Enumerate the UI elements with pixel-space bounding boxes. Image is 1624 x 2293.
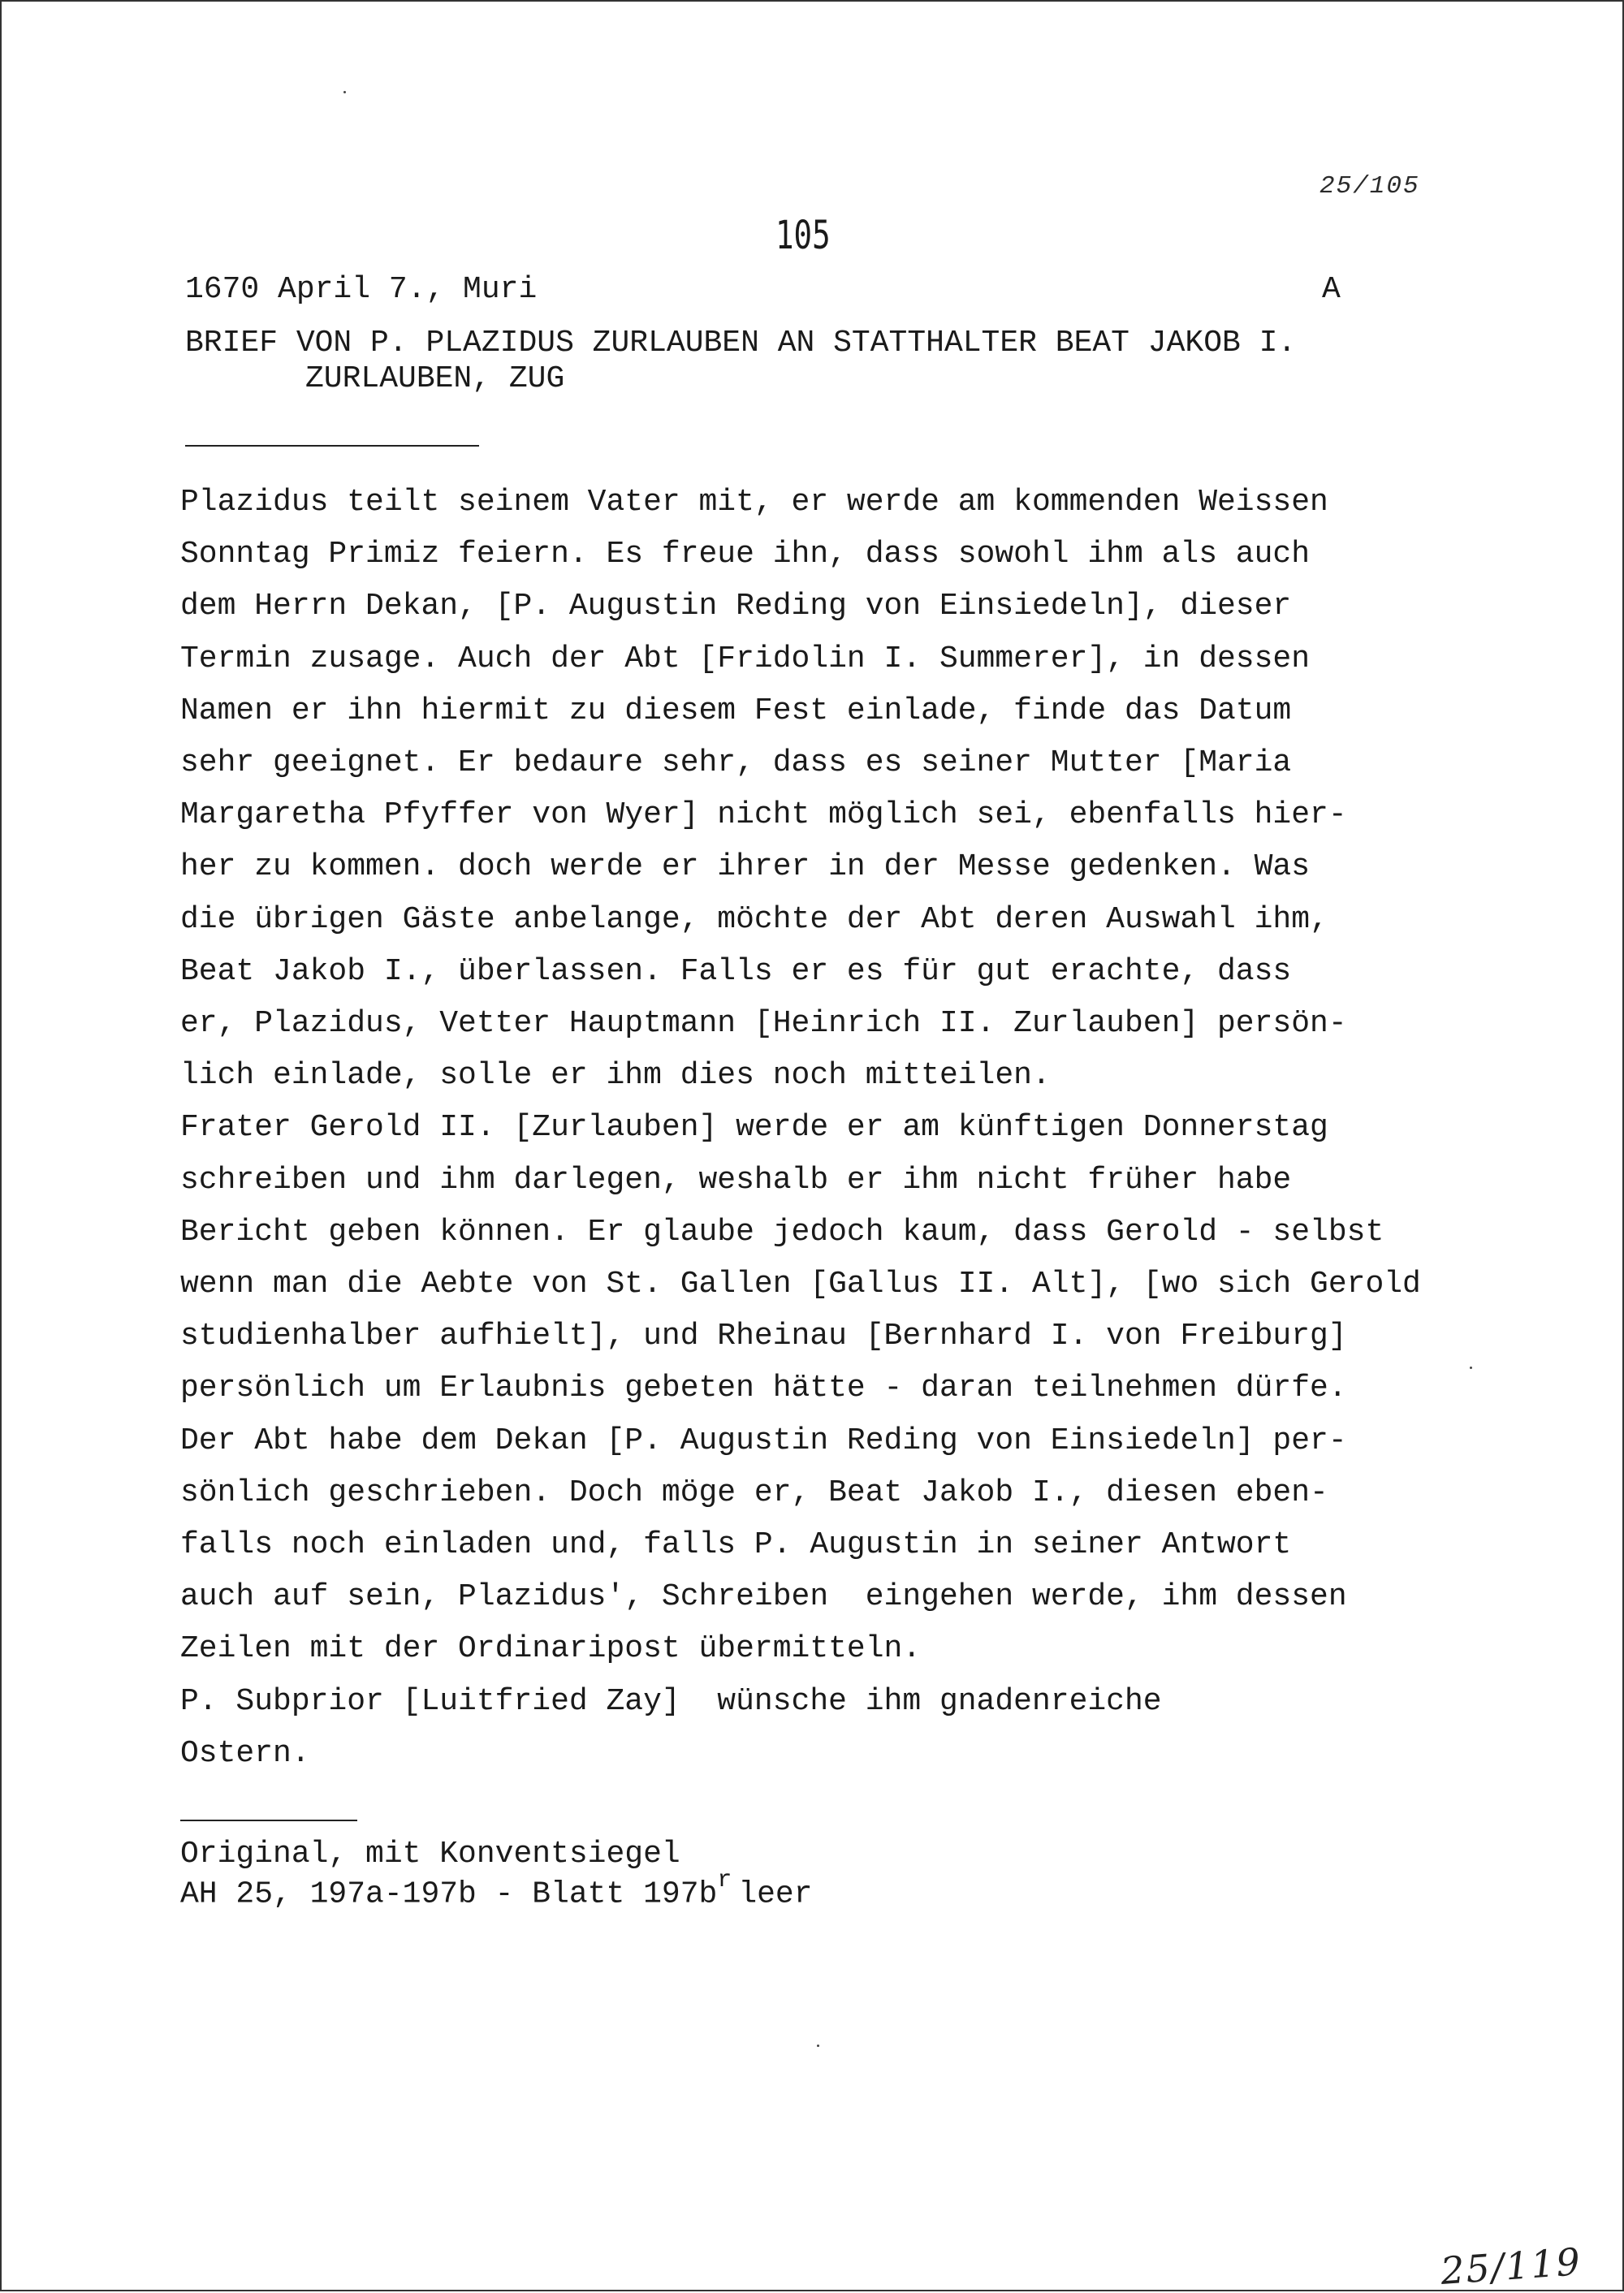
text-line: Termin zusage. Auch der Abt [Fridolin I. Summerer], in dessen xyxy=(180,641,1311,676)
text-line: sönlich geschrieben. Doch möge er, Beat Jakob I., diesen eben- xyxy=(180,1475,1328,1510)
header-divider xyxy=(185,445,479,447)
text-line: persönlich um Erlaubnis gebeten hätte - daran teilnehmen dürfe. xyxy=(180,1371,1347,1406)
document-number: 105 xyxy=(775,213,831,258)
document-title-line-1: BRIEF VON P. PLAZIDUS ZURLAUBEN AN STATTHALTER BEAT JAKOB I. xyxy=(185,326,1297,361)
date-place: 1670 April 7., Muri xyxy=(185,272,538,307)
source-note: Original, mit Konventsiegel xyxy=(180,1837,680,1872)
text-line: Plazidus teilt seinem Vater mit, er werde am kommenden Weissen xyxy=(180,485,1328,520)
text-line: auch auf sein, Plazidus', Schreiben eingehen werde, ihm dessen xyxy=(180,1579,1347,1615)
text-line: Ostern. xyxy=(180,1735,310,1771)
handwritten-page-ref: 25/119 xyxy=(1439,2239,1583,2293)
category-letter: A xyxy=(1322,272,1341,307)
text-line: dem Herrn Dekan, [P. Augustin Reding von Einsiedeln], dieser xyxy=(180,589,1292,624)
text-line: lich einlade, solle er ihm dies noch mitteilen. xyxy=(180,1058,1051,1094)
text-line: wenn man die Aebte von St. Gallen [Gallus II. Alt], [wo sich Gerold xyxy=(180,1267,1421,1302)
text-line: Namen er ihn hiermit zu diesem Fest einlade, finde das Datum xyxy=(180,693,1292,728)
text-line: her zu kommen. doch werde er ihrer in der Messe gedenken. Was xyxy=(180,849,1311,885)
scan-speck xyxy=(343,91,346,93)
text-line: Frater Gerold II. [Zurlauben] werde er am künftigen Donnerstag xyxy=(180,1110,1328,1146)
source-reference-main: AH 25, 197a-197b - Blatt 197b xyxy=(180,1876,718,1912)
text-line: falls noch einladen und, falls P. Augustin in seiner Antwort xyxy=(180,1527,1292,1563)
text-line: P. Subprior [Luitfried Zay] wünsche ihm gnadenreiche xyxy=(180,1683,1162,1719)
text-line: sehr geeignet. Er bedaure sehr, dass es seiner Mutter [Maria xyxy=(180,745,1292,781)
source-reference xyxy=(180,1867,813,1912)
source-reference-superscript: r xyxy=(717,1867,732,1894)
text-line: Zeilen mit der Ordinaripost übermitteln. xyxy=(180,1631,922,1667)
text-line: er, Plazidus, Vetter Hauptmann [Heinrich II. Zurlauben] persön- xyxy=(180,1006,1347,1042)
text-line: Bericht geben können. Er glaube jedoch kaum, dass Gerold - selbst xyxy=(180,1214,1384,1250)
text-line: Margaretha Pfyffer von Wyer] nicht möglich sei, ebenfalls hier- xyxy=(180,797,1347,833)
text-line: schreiben und ihm darlegen, weshalb er ihm nicht früher habe xyxy=(180,1162,1292,1198)
source-reference-end: leer xyxy=(738,1876,813,1912)
text-line: Der Abt habe dem Dekan [P. Augustin Reding von Einsiedeln] per- xyxy=(180,1423,1347,1458)
scan-speck xyxy=(817,2045,819,2047)
text-line: studienhalber aufhielt], und Rheinau [Bernhard I. von Freiburg] xyxy=(180,1319,1347,1354)
footer-divider xyxy=(180,1820,357,1821)
archive-reference: 25/105 xyxy=(1320,172,1420,201)
scan-speck xyxy=(1470,1367,1472,1369)
document-title-line-2: ZURLAUBEN, ZUG xyxy=(305,361,565,396)
text-line: Beat Jakob I., überlassen. Falls er es für gut erachte, dass xyxy=(180,953,1292,989)
text-line: die übrigen Gäste anbelange, möchte der Abt deren Auswahl ihm, xyxy=(180,901,1328,937)
text-line: Sonntag Primiz feiern. Es freue ihn, dass sowohl ihm als auch xyxy=(180,537,1311,572)
summary-text xyxy=(180,477,1496,1780)
